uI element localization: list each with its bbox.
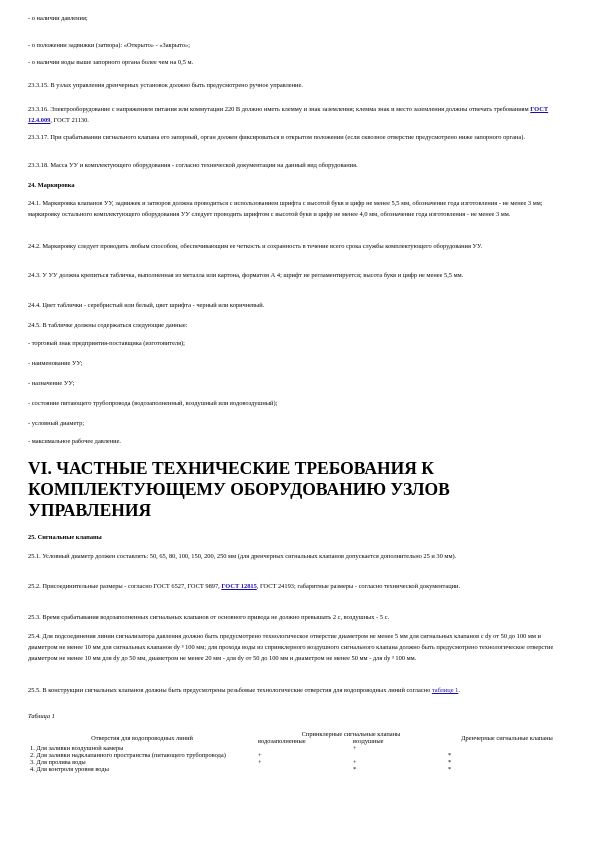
table-row [28, 745, 568, 752]
subsection-heading-25 [28, 532, 568, 543]
clause-23-3-17: 23.3.17. При срабатывании сигнального клапана его запорный, орган должен фиксироваться в открытом положении (если сквозное отверстие предусмотрено ниже запорного органа). [28, 134, 525, 141]
table-cell-water: + [258, 759, 262, 766]
clause-24-5: 24.5. В табличке должны содержаться следующие данные: [28, 322, 188, 329]
table-cell-air [351, 752, 446, 759]
table-header-row [28, 731, 568, 738]
table-cell-drencher: * [448, 752, 452, 759]
clause-25-3: 25.3. Время срабатывания водозаполненных сигнальных клапанов от основного привода не должно превышать 2 с, воздушных - 5 с. [28, 614, 390, 621]
section-heading: VI. ЧАСТНЫЕ ТЕХНИЧЕСКИЕ ТРЕБОВАНИЯ К КОМПЛЕКТУЮЩЕМУ ОБОРУДОВАНИЮ УЗЛОВ УПРАВЛЕНИЯ [28, 458, 450, 520]
clause-25-1: 25.1. Условный диаметр должен составлять: 50, 65, 80, 100, 150, 200, 250 мм (для дренчерных сигнальных клапанов допускается дополнительно 25 и 30 мм). [28, 553, 457, 560]
list-item: - о положении задвижки (затвора): «Открыто» - «Закрыто»; [28, 42, 191, 49]
table-row [28, 759, 568, 766]
subsection-heading-24 [28, 180, 568, 191]
list-item: - наименование УУ; [28, 360, 83, 367]
clause-text: 25.5. В конструкции сигнальных клапанов должны быть предусмотрены резьбовые технологические отверстия для водопроводных линий согласно [28, 687, 432, 694]
table-1 [28, 731, 568, 773]
list-item: - о наличии давления; [28, 15, 88, 22]
clause-24-2: 24.2. Маркировку следует проводить любым способом, обеспечивающим ее четкость и сохранность в течение всего срока службы комплектующего оборудования УУ. [28, 243, 483, 250]
clause-25-4: 25.4. Для подсоединения линии сигнализатора давления должно быть предусмотрено технологическое отверстие диаметром не менее 5 мм для сигнальных клапанов с dу от 50 до 100 мм и диаметром не менее 10 мм для сигнальных клапанов dу ³ 100 мм; для прохода воды из спринклерного воздушного сигнального клапана должно быть предусмотрено технологическое отверстие диаметром не менее 10 мм для dу до 50 мм, диаметром не менее 20 мм - для dу от 50 до 100 мм и диаметром не менее 50 мм - для dу ³ 100 мм. [28, 633, 554, 662]
table-header-drencher: Дренчерные сигнальные клапаны [461, 734, 553, 742]
subsection-title: 24. Маркировка [28, 182, 75, 189]
table-cell-air: * [353, 766, 357, 773]
table-row [28, 766, 568, 773]
list-item: - состояние питающего трубопровода (водозаполненный, воздушный или водовоздушный); [28, 400, 278, 407]
table-header-sprinkler: Спринклерные сигнальные клапаны [301, 731, 401, 738]
clause-23-3-16 [28, 104, 568, 126]
table-cell-label: 3. Для пролива воды [30, 759, 86, 766]
clause-23-3-15: 23.3.15. В узлах управления дренчерных установок должно быть предусмотрено ручное управление. [28, 82, 303, 89]
table-cell-air: + [353, 759, 357, 766]
table-cell-air: + [353, 745, 357, 752]
table-cell-water [256, 766, 351, 773]
clause-text: 25.2. Присоединительные размеры - согласно ГОСТ 6527, ГОСТ 9897, [28, 583, 222, 590]
table-subheader-water: водозаполненные [258, 738, 306, 745]
subsection-title: 25. Сигнальные клапаны [28, 534, 102, 541]
table-row [28, 752, 568, 759]
clause-25-2 [28, 581, 568, 592]
table-cell-water [256, 745, 351, 752]
table-cell-water: + [258, 752, 262, 759]
list-item: - максимальное рабочее давление. [28, 438, 122, 445]
clause-25-5 [28, 685, 568, 696]
table-cell-drencher [446, 745, 568, 752]
table-cell-drencher: * [448, 766, 452, 773]
clause-24-3: 24.3. У УУ должна крепиться табличка, выполненная из металла или картона, форматом А 4; шрифт не регламентируется; высота букв и цифр не менее 5,5 мм. [28, 272, 464, 279]
clause-24-1: 24.1. Маркировка клапанов УУ, задвижек и затворов должна проводиться с использованием шрифта с высотой букв и цифр не менее 5,5 мм, обозначение года изготовления - не менее 3 мм; маркировку остального комплектующего оборудования УУ следует проводить шрифтом с высотой букв и цифр не менее 4,0 мм, обозначение года изготовления - не менее 3 мм. [28, 200, 543, 218]
table-cell-label: 2. Для заливки надклапанного пространства (питающего трубопровода) [30, 752, 226, 759]
gost-12-4-009-link[interactable]: ГОСТ 12.4.009 [28, 106, 549, 124]
table-subheader-air: воздушные [353, 738, 384, 745]
clause-text: , ГОСТ 24193; габаритные размеры - согласно технической документации. [256, 583, 461, 590]
table-cell-label: 1. Для заливки воздушной камеры [30, 745, 124, 752]
clause-23-3-18: 23.3.18. Масса УУ и комплектующего оборудования - согласно технической документации на данный вид оборудования. [28, 162, 358, 169]
table-header-openings: Отверстия для водопроводных линий [91, 734, 193, 742]
table-1-link[interactable]: таблице 1 [431, 687, 459, 694]
list-item: - торговый знак предприятия-поставщика (изготовителя); [28, 340, 185, 347]
list-item: - о наличии воды выше запорного органа более чем на 0,5 м. [28, 59, 194, 66]
table-caption: Таблица 1 [28, 713, 55, 720]
clause-24-4: 24.4. Цвет таблички - серебристый или белый, цвет шрифта - черный или коричневый. [28, 302, 265, 309]
clause-text: , ГОСТ 21130. [50, 117, 89, 124]
list-item: - условный диаметр; [28, 420, 85, 427]
table-cell-label: 4. Для контроля уровня воды [30, 766, 109, 773]
table-cell-drencher: * [448, 759, 452, 766]
clause-text: . [458, 687, 460, 694]
list-item: - назначение УУ; [28, 380, 75, 387]
clause-text: 23.3.16. Электрооборудование с напряжением питания или коммутации 220 В должно иметь клемму и знак заземления; клемма знак и место заземления должны отвечать требованиям [28, 106, 531, 113]
gost-12815-link[interactable]: ГОСТ 12815 [221, 583, 257, 590]
